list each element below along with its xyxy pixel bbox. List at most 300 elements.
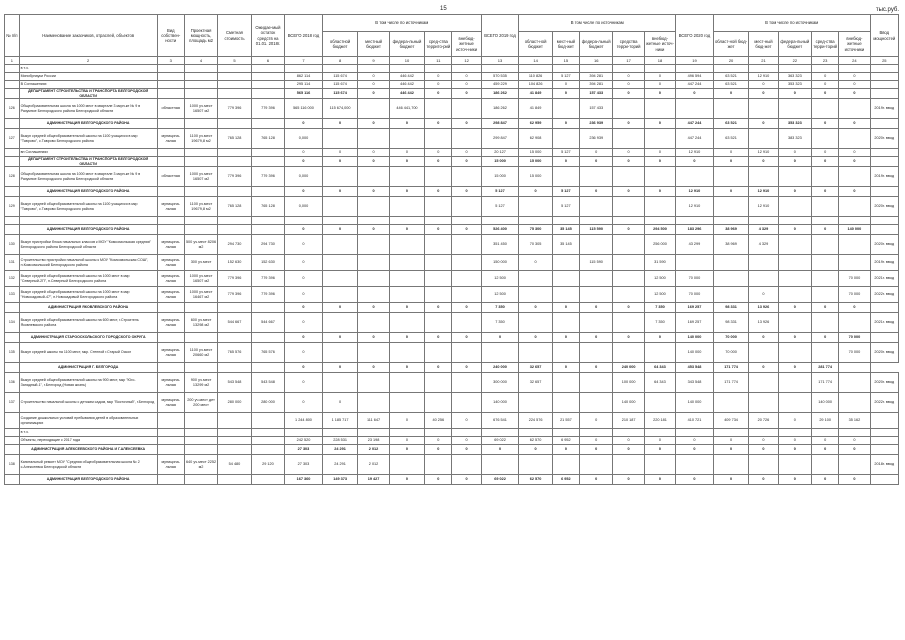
table-cell <box>184 225 217 235</box>
table-cell <box>778 255 811 271</box>
table-cell: 236 939 <box>579 129 612 149</box>
table-cell: 100 000 <box>613 373 644 393</box>
table-cell <box>812 255 839 271</box>
table-cell <box>713 167 749 187</box>
table-cell: 0 <box>749 333 778 343</box>
table-cell: 0 <box>644 119 675 129</box>
column-index-cell: 6 <box>251 57 284 65</box>
table-cell: 13 926 <box>749 313 778 333</box>
table-cell: 0 <box>452 187 481 197</box>
table-row <box>5 343 899 363</box>
table-cell: 200 уч.мест дет 200 мест <box>184 393 217 413</box>
table-cell: 410 721 <box>676 413 714 429</box>
table-cell <box>749 129 778 149</box>
table-cell: 0 <box>839 437 870 445</box>
table-cell: 2019г. ввод <box>870 255 898 271</box>
table-cell: 0 <box>644 187 675 197</box>
table-cell: 0 <box>389 303 425 313</box>
table-cell <box>157 217 184 225</box>
table-cell: 640 уч.мест 2252 м2 <box>184 455 217 475</box>
table-cell: 765 128 <box>218 129 251 149</box>
table-cell <box>389 129 425 149</box>
table-cell <box>322 287 358 303</box>
row-name-cell: Выкуп средней общеобразовательной школы на 600 мест, г.Строитель Яковлевского района <box>19 313 157 333</box>
table-cell: 0 <box>579 149 612 157</box>
table-cell <box>184 157 217 167</box>
table-cell: 15 000 <box>519 167 552 187</box>
table-cell: 446 442 <box>389 89 425 99</box>
table-cell: 0 <box>285 333 323 343</box>
table-cell: 0 <box>749 475 778 485</box>
table-cell: 0 <box>713 475 749 485</box>
table-cell <box>358 65 389 73</box>
table-row <box>5 313 899 333</box>
column-index-cell: 3 <box>157 57 184 65</box>
table-cell: 0 <box>778 437 811 445</box>
table-cell <box>839 455 870 475</box>
column-index-cell: 11 <box>425 57 452 65</box>
table-cell: 2020г. ввод <box>870 129 898 149</box>
table-cell <box>218 119 251 129</box>
table-cell <box>870 157 898 167</box>
table-cell: 4 329 <box>749 235 778 255</box>
row-number-cell: 134 <box>5 313 20 333</box>
sub-header: федера-льный бюджет <box>778 32 811 57</box>
table-cell <box>184 333 217 343</box>
table-cell: 0 <box>322 157 358 167</box>
column-index-cell: 10 <box>389 57 425 65</box>
table-cell <box>251 65 284 73</box>
table-cell <box>157 157 184 167</box>
table-cell: 544 667 <box>218 313 251 333</box>
table-cell: 20 726 <box>749 413 778 429</box>
table-cell: областная <box>157 99 184 119</box>
table-cell <box>157 475 184 485</box>
table-cell: 0 <box>389 225 425 235</box>
table-cell: муниципа-льная <box>157 373 184 393</box>
table-cell <box>184 187 217 197</box>
table-cell: 5 127 <box>552 187 579 197</box>
table-cell <box>358 235 389 255</box>
table-cell <box>870 413 898 429</box>
table-cell <box>613 255 644 271</box>
table-cell <box>676 217 714 225</box>
table-cell <box>839 99 870 119</box>
table-cell <box>322 343 358 363</box>
row-name-cell: вн Соглашениях <box>19 149 157 157</box>
row-name-cell: в т.ч. <box>19 65 157 73</box>
table-cell <box>778 287 811 303</box>
table-cell: 0 <box>579 437 612 445</box>
table-cell: 0 <box>285 393 323 413</box>
table-cell <box>839 363 870 373</box>
row-number-cell: 129 <box>5 197 20 217</box>
table-cell <box>552 99 579 119</box>
table-cell <box>778 455 811 475</box>
table-cell: 157 433 <box>579 99 612 119</box>
table-cell: 6 952 <box>552 437 579 445</box>
table-cell <box>218 363 251 373</box>
table-cell: 70 000 <box>713 333 749 343</box>
row-number-cell <box>5 413 20 429</box>
section-row <box>5 187 899 197</box>
table-cell <box>613 197 644 217</box>
table-cell <box>389 313 425 333</box>
row-name-cell: Капитальный ремонт МОУ "Средняя общеобразовательная школа № 2 с.Алексеевка Белгородской области <box>19 455 157 475</box>
table-cell: 4 329 <box>749 225 778 235</box>
table-cell <box>519 271 552 287</box>
table-cell: 0 <box>778 303 811 313</box>
table-cell <box>285 217 323 225</box>
table-cell <box>870 187 898 197</box>
table-cell: муниципа-льная <box>157 271 184 287</box>
table-cell: 1 185 717 <box>322 413 358 429</box>
table-cell <box>425 255 452 271</box>
table-cell: 0 <box>812 89 839 99</box>
table-cell <box>452 393 481 413</box>
table-cell <box>839 129 870 149</box>
table-cell <box>452 455 481 475</box>
table-cell: 0 <box>452 73 481 81</box>
table-cell <box>184 363 217 373</box>
table-cell <box>676 65 714 73</box>
table-cell: 0 <box>452 363 481 373</box>
table-cell <box>812 313 839 333</box>
table-cell <box>389 287 425 303</box>
table-cell: 0 <box>425 437 452 445</box>
table-cell: 70 000 <box>839 343 870 363</box>
table-cell <box>251 119 284 129</box>
table-cell: 0 <box>552 445 579 455</box>
table-cell <box>251 363 284 373</box>
table-cell: 12 500 <box>481 287 519 303</box>
table-cell <box>713 197 749 217</box>
row-number-cell <box>5 217 20 225</box>
row-name-cell: ДЕПАРТАМЕНТ СТРОИТЕЛЬСТВА И ТРАНСПОРТА БЕЛГОРОДСКОЙ ОБЛАСТИ <box>19 157 157 167</box>
table-row <box>5 197 899 217</box>
table-cell <box>778 343 811 363</box>
table-cell: 0 <box>452 413 481 429</box>
table-cell <box>713 429 749 437</box>
table-cell <box>644 99 675 119</box>
table-cell <box>389 373 425 393</box>
table-cell: 0 <box>552 157 579 167</box>
table-cell: 0 <box>839 157 870 167</box>
table-cell <box>870 429 898 437</box>
row-name-cell: Создание дошкольных условий пребывания детей в образовательных организациях <box>19 413 157 429</box>
table-cell: 0 <box>519 303 552 313</box>
table-cell: 765 128 <box>251 129 284 149</box>
table-cell <box>358 287 389 303</box>
table-cell: 5 127 <box>552 73 579 81</box>
table-cell <box>644 455 675 475</box>
row-name-cell: Строительство начальной школы с детским садом, мкр "Восточный", г.Белгород <box>19 393 157 413</box>
table-cell: 43 299 <box>676 235 714 255</box>
table-cell: 115 674 <box>322 73 358 81</box>
section-row <box>5 475 899 485</box>
table-cell <box>389 271 425 287</box>
row-number-cell <box>5 475 20 485</box>
table-cell: 0 <box>389 363 425 373</box>
table-cell <box>358 271 389 287</box>
table-cell: 15 000 <box>519 157 552 167</box>
table-cell: 12 500 <box>481 271 519 287</box>
table-cell <box>358 197 389 217</box>
table-cell: 0 <box>285 373 323 393</box>
table-cell: 2020г. ввод <box>870 197 898 217</box>
row-name-cell <box>19 217 157 225</box>
table-cell: 69 022 <box>481 475 519 485</box>
table-cell: 167 360 <box>285 475 323 485</box>
table-cell: 0 <box>425 363 452 373</box>
row-name-cell: Минобрнауки России <box>19 73 157 81</box>
table-cell <box>579 65 612 73</box>
table-cell: 186 262 <box>481 99 519 119</box>
table-cell: 0 <box>778 475 811 485</box>
row-name-cell: в т.ч. <box>19 429 157 437</box>
table-cell: 0 <box>713 187 749 197</box>
table-cell <box>251 89 284 99</box>
table-cell <box>870 65 898 73</box>
table-cell: 70 000 <box>839 333 870 343</box>
table-cell <box>613 313 644 333</box>
table-cell <box>812 197 839 217</box>
table-cell: 63 521 <box>713 81 749 89</box>
table-cell <box>425 287 452 303</box>
table-row <box>5 235 899 255</box>
table-cell <box>552 393 579 413</box>
table-cell: 300 уч.мест <box>184 255 217 271</box>
column-index-cell: 23 <box>812 57 839 65</box>
table-cell <box>481 65 519 73</box>
table-cell: 2022г. ввод <box>870 287 898 303</box>
table-cell: 63 521 <box>713 129 749 149</box>
row-number-cell: 136 <box>5 373 20 393</box>
table-cell: 0 <box>613 119 644 129</box>
sub-header: внебюд-жетные источники <box>839 32 870 57</box>
table-cell: 98 331 <box>713 313 749 333</box>
table-cell <box>251 225 284 235</box>
table-cell <box>613 129 644 149</box>
row-name-cell: Выкуп средней общеобразовательной школы на 1000 мест в мкр "Новосадовый-47", п.Новосадовый Белгородского района <box>19 287 157 303</box>
table-cell <box>519 65 552 73</box>
table-cell: 12 910 <box>676 197 714 217</box>
table-cell: 0 <box>358 73 389 81</box>
table-cell: 0 <box>425 225 452 235</box>
table-cell <box>644 197 675 217</box>
row-name-cell: АДМИНИСТРАЦИЯ БЕЛГОРОДСКОГО РАЙОНА <box>19 475 157 485</box>
row-number-cell: 133 <box>5 287 20 303</box>
table-cell: 0 <box>322 333 358 343</box>
table-cell <box>812 65 839 73</box>
table-cell <box>870 225 898 235</box>
row-number-cell <box>5 157 20 167</box>
table-row <box>5 255 899 271</box>
table-cell: 149 373 <box>322 475 358 485</box>
table-cell <box>389 65 425 73</box>
table-cell: 0 <box>358 149 389 157</box>
table-cell <box>778 167 811 187</box>
table-cell: 0 <box>676 445 714 455</box>
table-cell: 0 <box>613 187 644 197</box>
table-cell: 0 <box>812 149 839 157</box>
table-cell <box>481 343 519 363</box>
row-number-cell <box>5 81 20 89</box>
table-cell: 0 <box>613 333 644 343</box>
table-cell: 0 <box>579 413 612 429</box>
table-cell: 140 000 <box>676 343 714 363</box>
col-sources-2020-header: В том числе по источникам <box>713 15 870 32</box>
table-cell <box>285 429 323 437</box>
table-cell: 2019г. ввод <box>870 99 898 119</box>
table-cell: 0 <box>778 333 811 343</box>
table-cell: 294 730 <box>218 235 251 255</box>
table-cell: 351 450 <box>481 235 519 255</box>
table-cell: 0 <box>644 149 675 157</box>
table-cell <box>452 65 481 73</box>
table-cell: 0 <box>613 303 644 313</box>
table-cell: 0 <box>285 119 323 129</box>
table-cell <box>157 65 184 73</box>
table-cell: 186 262 <box>481 89 519 99</box>
table-cell: 0 <box>778 149 811 157</box>
table-cell <box>579 429 612 437</box>
table-cell: 0 <box>285 313 323 333</box>
table-cell: 0 <box>285 271 323 287</box>
table-cell: 0 <box>452 445 481 455</box>
table-cell: 29 120 <box>251 455 284 475</box>
table-cell: 0 <box>452 149 481 157</box>
table-cell <box>839 255 870 271</box>
table-cell: 0 <box>322 149 358 157</box>
table-cell: муниципа-льная <box>157 235 184 255</box>
table-cell <box>579 455 612 475</box>
table-cell <box>157 73 184 81</box>
table-cell <box>452 235 481 255</box>
table-row <box>5 217 899 225</box>
table-cell: 280 000 <box>218 393 251 413</box>
table-cell: 0 <box>285 235 323 255</box>
table-cell: 0 <box>713 445 749 455</box>
table-cell: 299 847 <box>481 129 519 149</box>
table-cell: 0 <box>749 81 778 89</box>
table-cell <box>713 393 749 413</box>
table-cell: 35 162 <box>839 413 870 429</box>
table-cell: 0 <box>579 363 612 373</box>
table-cell <box>870 89 898 99</box>
table-cell: 35 145 <box>552 225 579 235</box>
table-cell: 2021г. ввод <box>870 313 898 333</box>
table-cell: 0 <box>749 89 778 99</box>
table-cell: 110 826 <box>519 73 552 81</box>
row-number-cell <box>5 333 20 343</box>
table-cell: 500 уч.мест 8206 м2 <box>184 235 217 255</box>
table-cell <box>644 429 675 437</box>
table-cell <box>322 235 358 255</box>
column-index-cell: 8 <box>322 57 358 65</box>
section-row <box>5 333 899 343</box>
table-cell: 0 <box>322 393 358 413</box>
table-cell <box>644 129 675 149</box>
table-cell: 23 198 <box>358 437 389 445</box>
table-cell <box>613 235 644 255</box>
section-row <box>5 303 899 313</box>
table-cell: 2 012 <box>358 445 389 455</box>
table-cell: 7 350 <box>644 313 675 333</box>
table-cell: 0 <box>812 303 839 313</box>
table-cell: 0 <box>613 149 644 157</box>
sub-header: внебюд-жетные источ-ники <box>452 32 481 57</box>
table-row <box>5 149 899 157</box>
table-cell: 27 303 <box>285 455 323 475</box>
table-cell: 0 <box>425 89 452 99</box>
table-cell <box>452 167 481 187</box>
table-cell: 0 <box>425 119 452 129</box>
table-cell <box>579 373 612 393</box>
table-cell <box>322 255 358 271</box>
table-cell: 353 323 <box>778 81 811 89</box>
row-number-cell: 138 <box>5 455 20 475</box>
table-cell <box>812 129 839 149</box>
table-cell: 115 590 <box>579 225 612 235</box>
table-cell: 0 <box>552 89 579 99</box>
table-cell: 63 521 <box>713 119 749 129</box>
table-cell: 544 667 <box>251 313 284 333</box>
table-cell <box>358 217 389 225</box>
table-cell: 15 000 <box>481 157 519 167</box>
row-number-cell: 131 <box>5 255 20 271</box>
table-cell: 0 <box>358 225 389 235</box>
table-cell: 0 <box>425 445 452 455</box>
table-cell <box>644 167 675 187</box>
table-cell <box>749 99 778 119</box>
table-cell <box>358 167 389 187</box>
table-cell <box>519 455 552 475</box>
table-cell <box>251 217 284 225</box>
table-cell: 70 000 <box>676 271 714 287</box>
table-cell <box>579 167 612 187</box>
table-cell: 446 442 <box>389 81 425 89</box>
table-cell <box>389 429 425 437</box>
column-index-cell: 5 <box>218 57 251 65</box>
table-cell: 2 012 <box>358 455 389 475</box>
row-number-cell <box>5 187 20 197</box>
table-cell <box>778 235 811 255</box>
table-cell <box>812 167 839 187</box>
table-cell <box>749 429 778 437</box>
table-cell <box>218 89 251 99</box>
table-cell: 0 <box>644 157 675 167</box>
section-row <box>5 157 899 167</box>
table-cell: 295 114 <box>285 81 323 89</box>
row-number-cell: 130 <box>5 235 20 255</box>
table-cell: 600 уч.мест 13298 м2 <box>184 313 217 333</box>
table-cell: 70 305 <box>519 235 552 255</box>
table-cell: 62 570 <box>519 437 552 445</box>
row-number-cell: 127 <box>5 129 20 149</box>
table-cell: 496 594 <box>676 73 714 81</box>
table-cell <box>358 129 389 149</box>
table-cell: 0 <box>749 157 778 167</box>
table-row <box>5 81 899 89</box>
row-name-cell: ДЕПАРТАМЕНТ СТРОИТЕЛЬСТВА И ТРАНСПОРТА БЕЛГОРОДСКОЙ ОБЛАСТИ <box>19 89 157 99</box>
column-index-row <box>5 57 899 65</box>
table-cell: 24 291 <box>322 455 358 475</box>
table-cell: 0 <box>778 157 811 167</box>
table-cell: 0 <box>839 119 870 129</box>
table-cell <box>713 287 749 303</box>
table-cell <box>579 217 612 225</box>
